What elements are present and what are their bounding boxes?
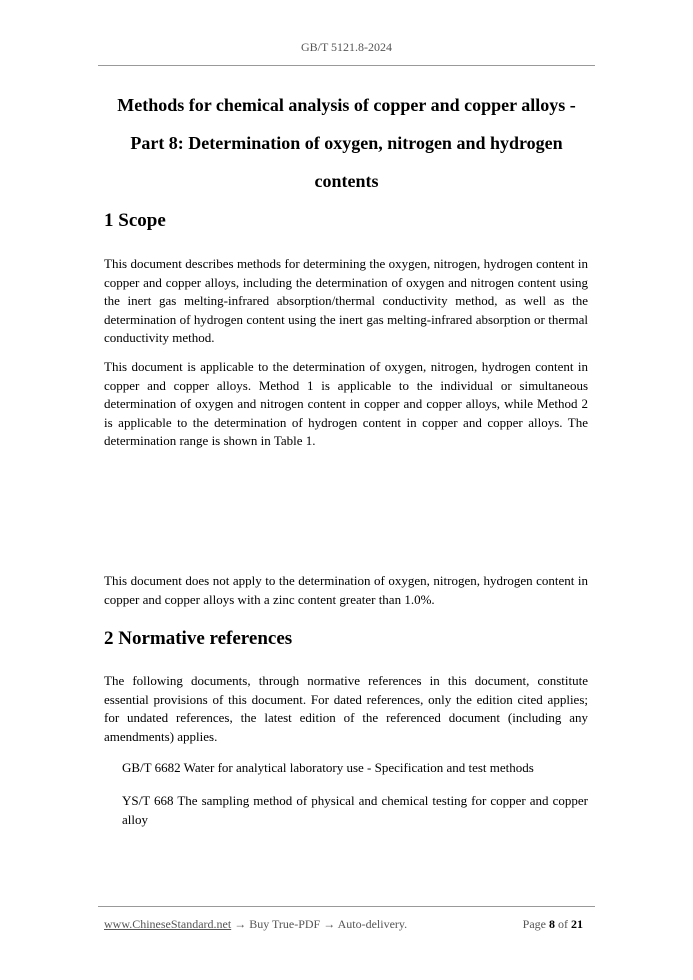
header-divider [98, 65, 595, 66]
page-label: Page [522, 917, 546, 931]
footer-divider [98, 906, 595, 907]
document-code-header: GB/T 5121.8-2024 [300, 40, 393, 54]
auto-delivery-text: Auto-delivery. [337, 917, 408, 931]
current-page: 8 [549, 917, 555, 931]
footer-promo [104, 917, 407, 932]
buy-pdf-text: Buy True-PDF [249, 917, 321, 931]
reference-item: GB/T 6682 Water for analytical laboratory use - Specification and test methods [122, 760, 534, 775]
scope-heading: 1 Scope [104, 210, 166, 231]
scope-paragraph-2: This document is applicable to the determination of oxygen, nitrogen, hydrogen content in copper and copper alloys. Method 1 is applicable to the individual or simultaneous determination of oxygen and nitrogen content in copper and copper alloys, while Method 2 is applicable to the determination of hydrogen content in copper and copper alloys. The determination range is shown in Table 1. [104, 359, 588, 448]
reference-item: YS/T 668 The sampling method of physical and chemical testing for copper and copper alloy [122, 793, 588, 827]
site-link[interactable]: www.ChineseStandard.net [104, 917, 232, 931]
document-title [90, 86, 603, 200]
page-number [523, 917, 583, 932]
scope-paragraph-3: This document does not apply to the determination of oxygen, nitrogen, hydrogen content in copper and copper alloys with a zinc content greater than 1.0%. [104, 573, 588, 607]
title-line-2: Part 8: Determination of oxygen, nitrogen and hydrogen [130, 133, 563, 153]
total-pages: 21 [571, 917, 583, 931]
title-line-3: contents [314, 171, 379, 191]
normative-references-heading: 2 Normative references [104, 628, 293, 649]
title-line-1: Methods for chemical analysis of copper and copper alloys - [117, 95, 576, 115]
scope-paragraph-1: This document describes methods for determining the oxygen, nitrogen, hydrogen content in copper and copper alloys, including the determination of oxygen and nitrogen content using the inert gas melting-infrared absorption/thermal conductivity method, as well as the determination of hydrogen content using the inert gas melting-infrared absorption or thermal conductivity method. [104, 256, 588, 345]
of-label: of [558, 917, 568, 931]
arrow-icon: → [323, 917, 336, 931]
arrow-icon: → [234, 917, 247, 931]
normative-references-paragraph: The following documents, through normative references in this document, constitute essential provisions of this document. For dated references, only the edition cited applies; for undated references, the latest edition of the referenced document (including any amendments) applies. [104, 673, 588, 744]
